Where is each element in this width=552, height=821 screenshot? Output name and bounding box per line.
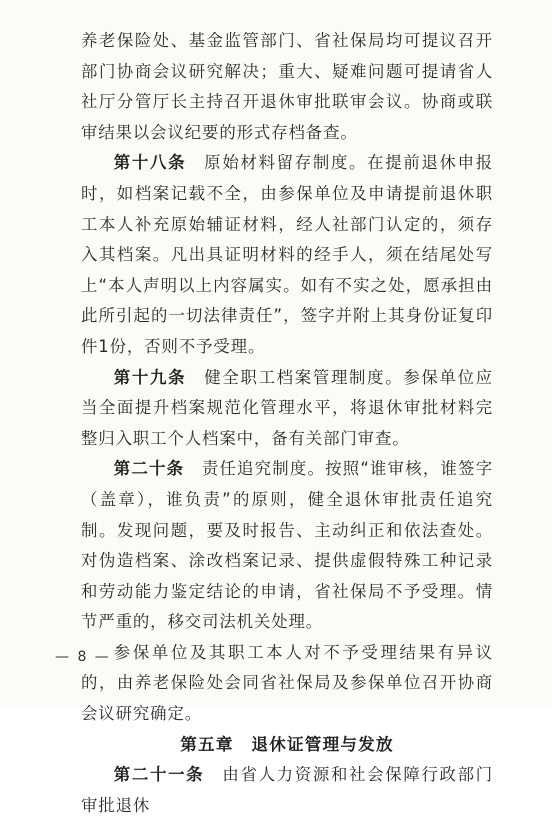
paragraph-text: 健全职工档案管理制度。参保单位应当全面提升档案规范化管理水平，将退休审批材料完整归入职工个人档案中，备有关部门审查。 [81,367,494,448]
document-body [81,26,493,821]
objection-paragraph [81,638,493,730]
article-19-paragraph [81,363,493,455]
article-20-paragraph [81,454,493,638]
paragraph-continuation [81,26,493,148]
article-number: 第二十一条 [113,765,205,785]
paragraph-text: 责任追究制度。按照“谁审核，谁签字（盖章），谁负责”的原则，健全退休审批责任追究制。发现问题，要及时报告、主动纠正和依法查处。对伪造档案、涂改档案记录、提供虚假特殊工种记录和劳动能力鉴定结论的申请，省社保局不予受理。情节严重的，移交司法机关处理。 [81,459,493,632]
article-number: 第十九条 [113,367,187,387]
article-number: 第二十条 [113,459,185,479]
article-18-paragraph [81,148,493,362]
paragraph-text: 养老保险处、基金监管部门、省社保局均可提议召开部门协商会议研究解决；重大、疑难问题可提请省人社厅分管厅长主持召开退休审批联审会议。协商或联审结果以会议纪要的形式存档备查。 [81,31,493,142]
paragraph-text: 参保单位及其职工本人对不予受理结果有异议的，由养老保险处会同省社保局及参保单位召开协商会议研究确定。 [81,642,493,724]
article-21-paragraph [81,760,493,821]
page-number: — 8 — [55,649,111,665]
chapter-heading: 第五章 退休证管理与发放 [180,734,394,754]
paragraph-text: 由省人力资源和社会保障行政部门审批退休 [81,765,494,815]
article-number: 第十八条 [113,153,187,173]
paragraph-text: 原始材料留存制度。在提前退休申报时，如档案记载不全，由参保单位及申请提前退休职工本人补充原始辅证材料，经人社部门认定的，须存入其档案。凡出具证明材料的经手人，须在结尾处写上“本人声明以上内容属实。如有不实之处，愿承担由此所引起的一切法律责任”，签字并附上其身份证复印件1份，否则不予受理。 [81,153,494,356]
